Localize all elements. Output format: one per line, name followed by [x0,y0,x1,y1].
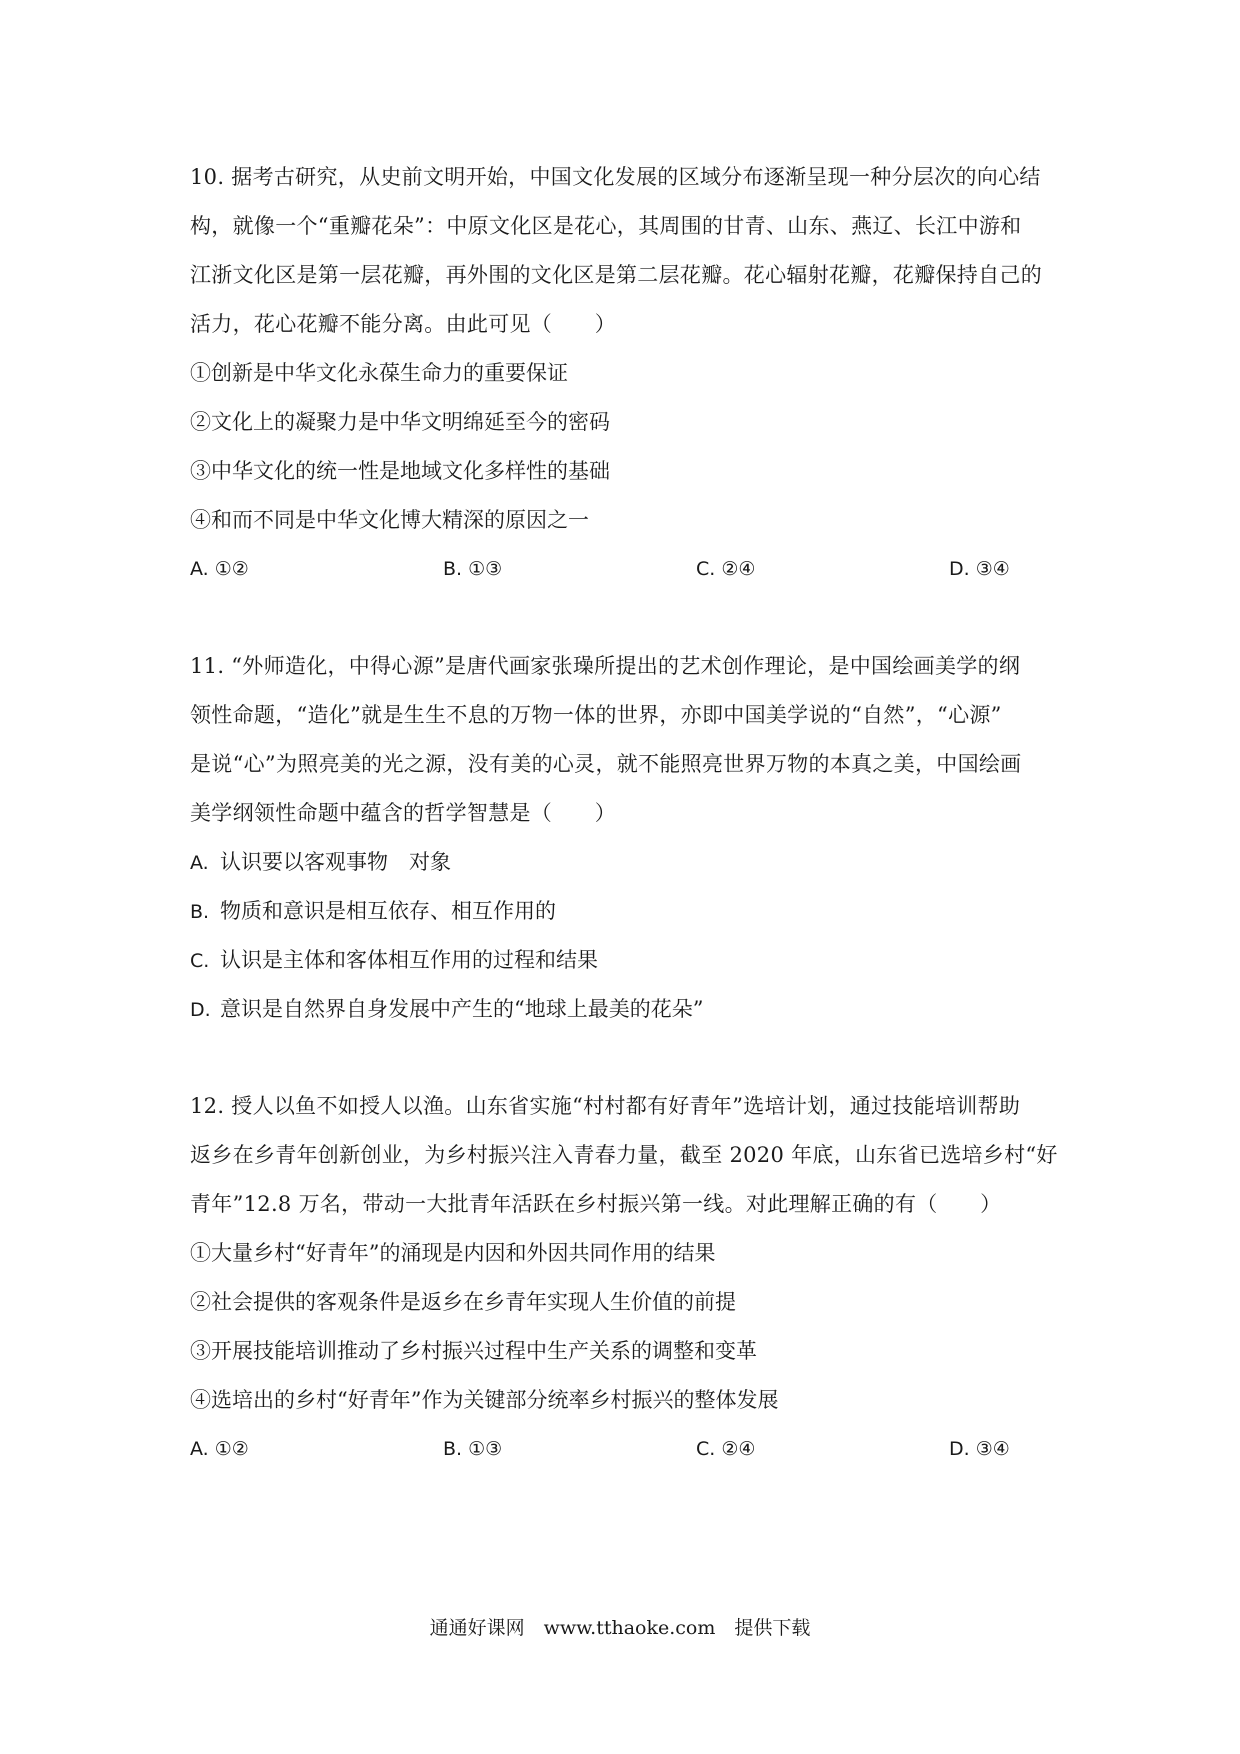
statement-item: ②文化上的凝聚力是中华文明绵延至今的密码 [190,410,610,434]
choice-b: B. ①③ [443,1438,503,1460]
choice-a: A. ①② [190,1438,249,1460]
statement-item: ④选培出的乡村“好青年”作为关键部分统率乡村振兴的整体发展 [190,1388,779,1412]
option-text: 认识要以客观事物 对象 [220,850,451,874]
option-c [190,936,1060,985]
question-stem-line: 构，就像一个“重瓣花朵”：中原文化区是花心，其周围的甘青、山东、燕辽、长江中游和 [190,214,1022,238]
question-stem-line: 返乡在乡青年创新创业，为乡村振兴注入青春力量，截至 2020 年底，山东省已选培乡村“好 [190,1143,1058,1167]
option-b [190,887,1060,936]
statement-item: ①创新是中华文化永葆生命力的重要保证 [190,361,568,385]
statement-item: ①大量乡村“好青年”的涌现是内因和外因共同作用的结果 [190,1241,716,1265]
choice-a: A. ①② [190,558,249,580]
question-stem-line: 12. 授人以鱼不如授人以渔。山东省实施“村村都有好青年”选培计划，通过技能培训帮助 [190,1094,1021,1118]
answer-choices [190,1425,1060,1474]
question-stem-line: 领性命题，“造化”就是生生不息的万物一体的世界，亦即中国美学说的“自然”，“心源” [190,703,1002,727]
option-a [190,838,1060,887]
option-letter: C. [190,950,210,972]
statement-item: ④和而不同是中华文化博大精深的原因之一 [190,508,589,532]
answer-choices [190,545,1060,594]
question-stem-line: 10. 据考古研究，从史前文明开始，中国文化发展的区域分布逐渐呈现一种分层次的向心结 [190,165,1041,189]
choice-c: C. ②④ [696,1438,756,1460]
question-stem-line: 11. “外师造化，中得心源”是唐代画家张璪所提出的艺术创作理论，是中国绘画美学的纲 [190,654,1021,678]
question-stem-line: 美学纲领性命题中蕴含的哲学智慧是（ ） [190,801,616,825]
statement-item: ③开展技能培训推动了乡村振兴过程中生产关系的调整和变革 [190,1339,757,1363]
option-letter: B. [190,901,210,923]
option-letter: D. [190,999,211,1021]
page-footer: 通通好课网 www.tthaoke.com 提供下载 [429,1617,811,1639]
choice-b: B. ①③ [443,558,503,580]
question-stem-line: 活力，花心花瓣不能分离。由此可见（ ） [190,312,616,336]
option-text: 意识是自然界自身发展中产生的“地球上最美的花朵” [220,997,704,1021]
statement-item: ③中华文化的统一性是地域文化多样性的基础 [190,459,610,483]
option-d [190,985,1060,1034]
question-12 [190,1082,1060,1474]
question-11 [190,642,1060,1034]
option-text: 物质和意识是相互依存、相互作用的 [220,899,556,923]
question-stem-line: 青年”12.8 万名，带动一大批青年活跃在乡村振兴第一线。对此理解正确的有（ ） [190,1192,1002,1216]
question-10 [190,153,1060,594]
option-text: 认识是主体和客体相互作用的过程和结果 [220,948,598,972]
statement-item: ②社会提供的客观条件是返乡在乡青年实现人生价值的前提 [190,1290,736,1314]
question-stem-line: 是说“心”为照亮美的光之源，没有美的心灵，就不能照亮世界万物的本真之美，中国绘画 [190,752,1022,776]
option-letter: A. [190,852,209,874]
choice-c: C. ②④ [696,558,756,580]
choice-d: D. ③④ [949,558,1010,580]
choice-d: D. ③④ [949,1438,1010,1460]
question-stem-line: 江浙文化区是第一层花瓣，再外围的文化区是第二层花瓣。花心辐射花瓣，花瓣保持自己的 [190,263,1042,287]
